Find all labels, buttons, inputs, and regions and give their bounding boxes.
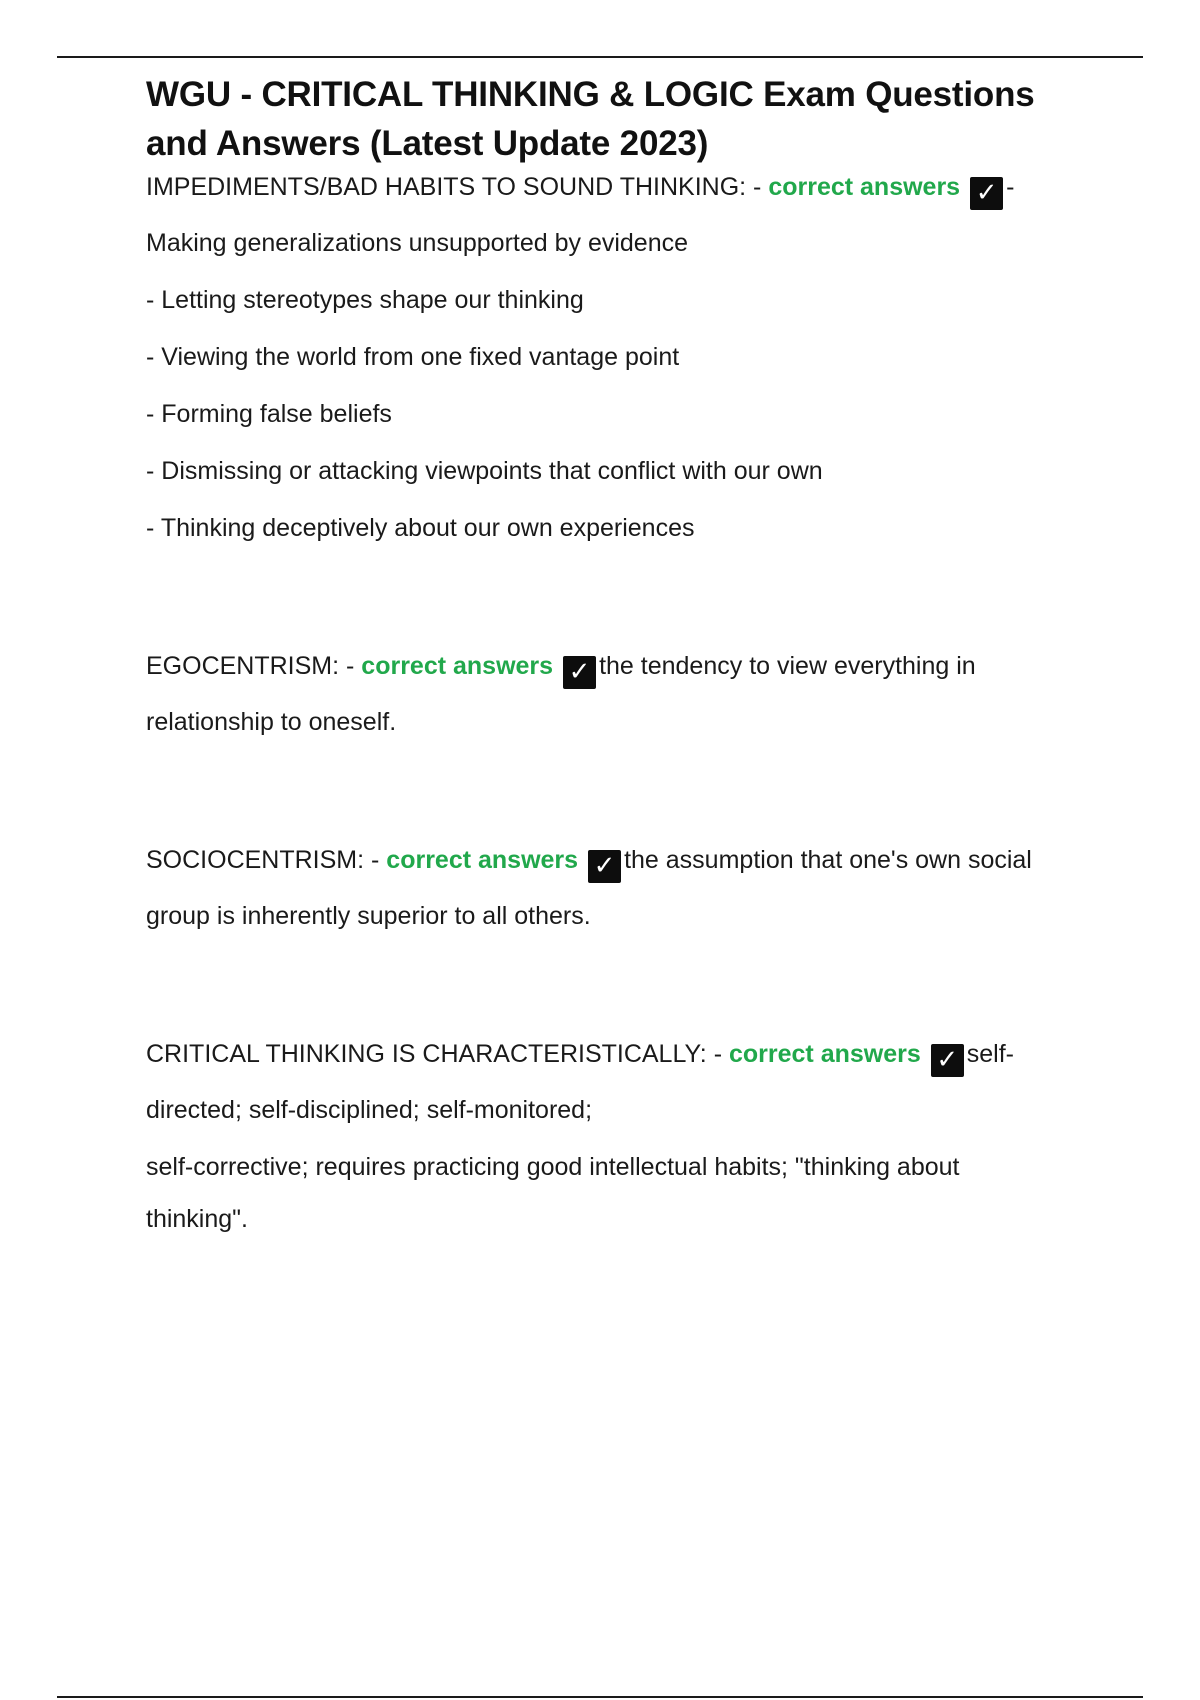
question-line [146,168,1096,210]
answer-start: the tendency to view everything in [599,652,976,680]
answer-start: self- [966,1040,1014,1068]
answer-line: - Viewing the world from one fixed vantage point [146,343,680,371]
answer-line: relationship to oneself. [146,708,397,736]
answer-line: Making generalizations unsupported by evidence [146,229,689,257]
answer-line: - Thinking deceptively about our own experiences [146,514,695,542]
qa-item-critical-thinking [146,1035,1096,1238]
answer-line: thinking". [146,1205,248,1233]
checkmark-icon: ✓ [563,656,596,689]
correct-answers-label: correct answers [728,1040,921,1068]
qa-item-sociocentrism [146,841,1096,935]
question-term: IMPEDIMENTS/BAD HABITS TO SOUND THINKING: - [146,173,769,201]
bottom-rule [57,1696,1143,1698]
document-title: WGU - CRITICAL THINKING & LOGIC Exam Questions and Answers (Latest Update 2023) [146,75,1035,163]
correct-answers-label: correct answers [361,652,554,680]
question-term: EGOCENTRISM: - [146,652,362,680]
question-line [146,1035,1096,1077]
answer-line: group is inherently superior to all others. [146,902,591,930]
qa-item-egocentrism [146,647,1096,741]
answer-line: - Letting stereotypes shape our thinking [146,286,584,314]
correct-answers-label: correct answers [386,846,579,874]
top-rule [57,56,1143,58]
document-body [146,70,1096,1238]
question-term: CRITICAL THINKING IS CHARACTERISTICALLY: - [146,1040,729,1068]
answer-start: - [1006,173,1015,201]
checkmark-icon: ✓ [970,177,1003,210]
qa-item-impediments [146,168,1096,547]
question-line [146,841,1096,883]
checkmark-icon: ✓ [588,850,621,883]
answer-start: the assumption that one's own social [624,846,1032,874]
checkmark-icon: ✓ [931,1044,964,1077]
answer-line: directed; self-disciplined; self-monitored; [146,1096,593,1124]
question-term: SOCIOCENTRISM: - [146,846,387,874]
answer-line: - Dismissing or attacking viewpoints that conflict with our own [146,457,823,485]
answer-line: self-corrective; requires practicing good intellectual habits; "thinking about [146,1153,960,1181]
answer-line: - Forming false beliefs [146,400,392,428]
correct-answers-label: correct answers [768,173,961,201]
question-line [146,647,1096,689]
